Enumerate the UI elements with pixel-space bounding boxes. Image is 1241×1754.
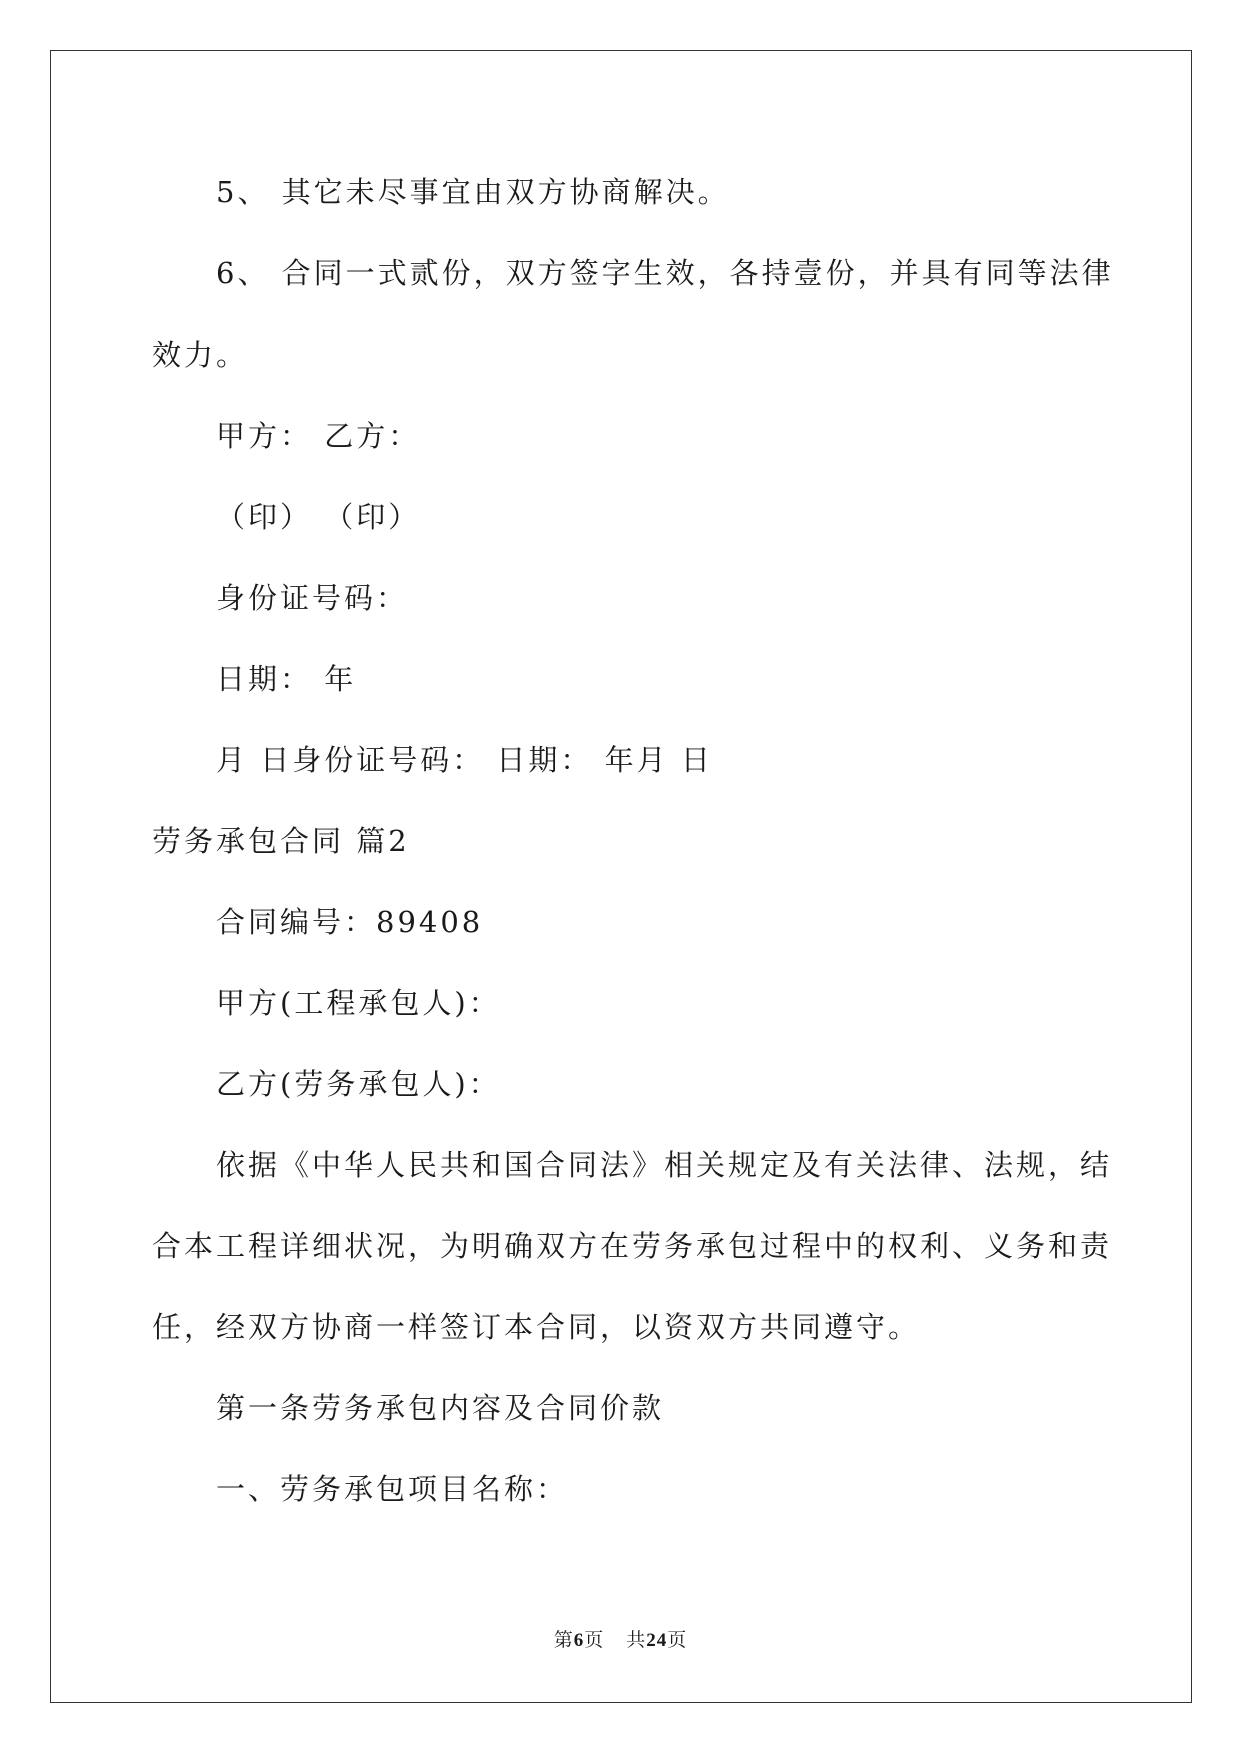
text-line-clause-6-continued: 效力。 — [152, 338, 249, 372]
text-line-clause-5: 5、 其它未尽事宜由双方协商解决。 — [216, 175, 730, 209]
footer-total-prefix: 共 — [626, 1630, 647, 1651]
text-line-id-number: 身份证号码： — [216, 581, 409, 615]
footer-current-page: 6 — [573, 1630, 585, 1651]
page-border — [50, 50, 1192, 1703]
footer-total-suffix: 页 — [667, 1630, 688, 1651]
text-line-seals: （印） （印） — [216, 500, 421, 534]
text-line-date: 日期： 年 — [216, 662, 357, 696]
section-heading-contract-2: 劳务承包合同 篇2 — [152, 824, 410, 858]
text-line-contract-number: 合同编号：89408 — [216, 905, 484, 939]
text-line-clause-6: 6、 合同一式贰份，双方签字生效，各持壹份，并具有同等法律 — [216, 256, 1114, 290]
paragraph-line-3: 任，经双方协商一样签订本合同，以资双方共同遵守。 — [152, 1310, 921, 1344]
text-line-party-b: 乙方(劳务承包人)： — [216, 1067, 501, 1101]
paragraph-line-1: 依据《中华人民共和国合同法》相关规定及有关法律、法规，结 — [216, 1148, 1113, 1182]
article-heading-1: 第一条劳务承包内容及合同价款 — [216, 1391, 665, 1425]
text-line-project-name: 一、劳务承包项目名称： — [216, 1472, 569, 1506]
text-line-party-a: 甲方(工程承包人)： — [216, 986, 501, 1020]
text-line-parties: 甲方： 乙方： — [216, 419, 421, 453]
footer-page-suffix: 页 — [584, 1630, 605, 1651]
footer-total-pages: 24 — [646, 1630, 668, 1651]
page-footer — [0, 1631, 1241, 1650]
footer-prefix: 第 — [553, 1630, 574, 1651]
text-line-date-id-continued: 月 日身份证号码： 日期： 年月 日 — [216, 743, 713, 777]
paragraph-line-2: 合本工程详细状况，为明确双方在劳务承包过程中的权利、义务和责 — [152, 1229, 1113, 1263]
